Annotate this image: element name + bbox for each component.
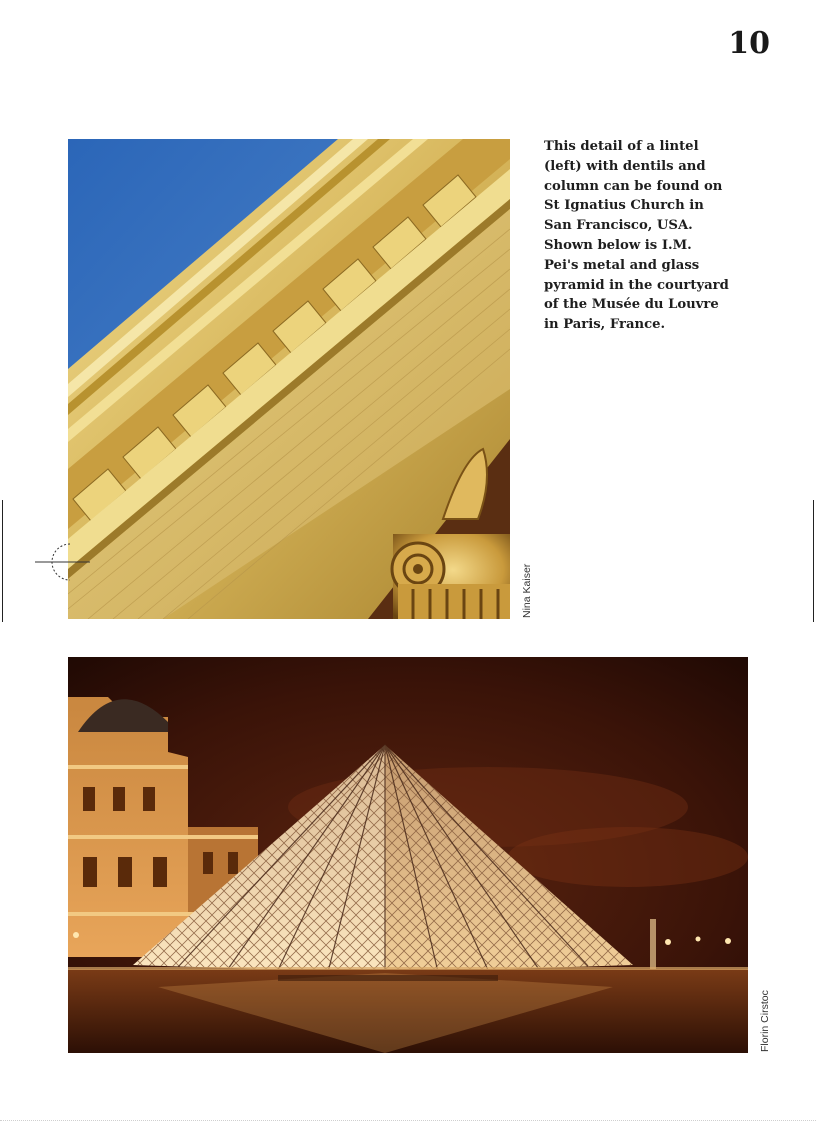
photo-credit-top: Nina Kaiser bbox=[521, 563, 533, 618]
photo-credit-bottom: Florin Cirstoc bbox=[759, 990, 771, 1052]
left-edge-line bbox=[2, 500, 3, 622]
page-number: 10 bbox=[728, 26, 770, 61]
right-edge-line bbox=[813, 500, 814, 622]
registration-mark bbox=[30, 540, 100, 590]
lintel-column-photo bbox=[68, 139, 510, 619]
bottom-dotted-line bbox=[0, 1120, 816, 1121]
louvre-pyramid-photo bbox=[68, 657, 748, 1053]
caption-text: This detail of a lintel (left) with dentils and column can be found on St Ignatius Church in San Francisco, USA. Shown below is I.M. Pei's metal and glass pyramid in the courtyard of the Musée du Louvre in Paris, France. bbox=[544, 139, 729, 333]
